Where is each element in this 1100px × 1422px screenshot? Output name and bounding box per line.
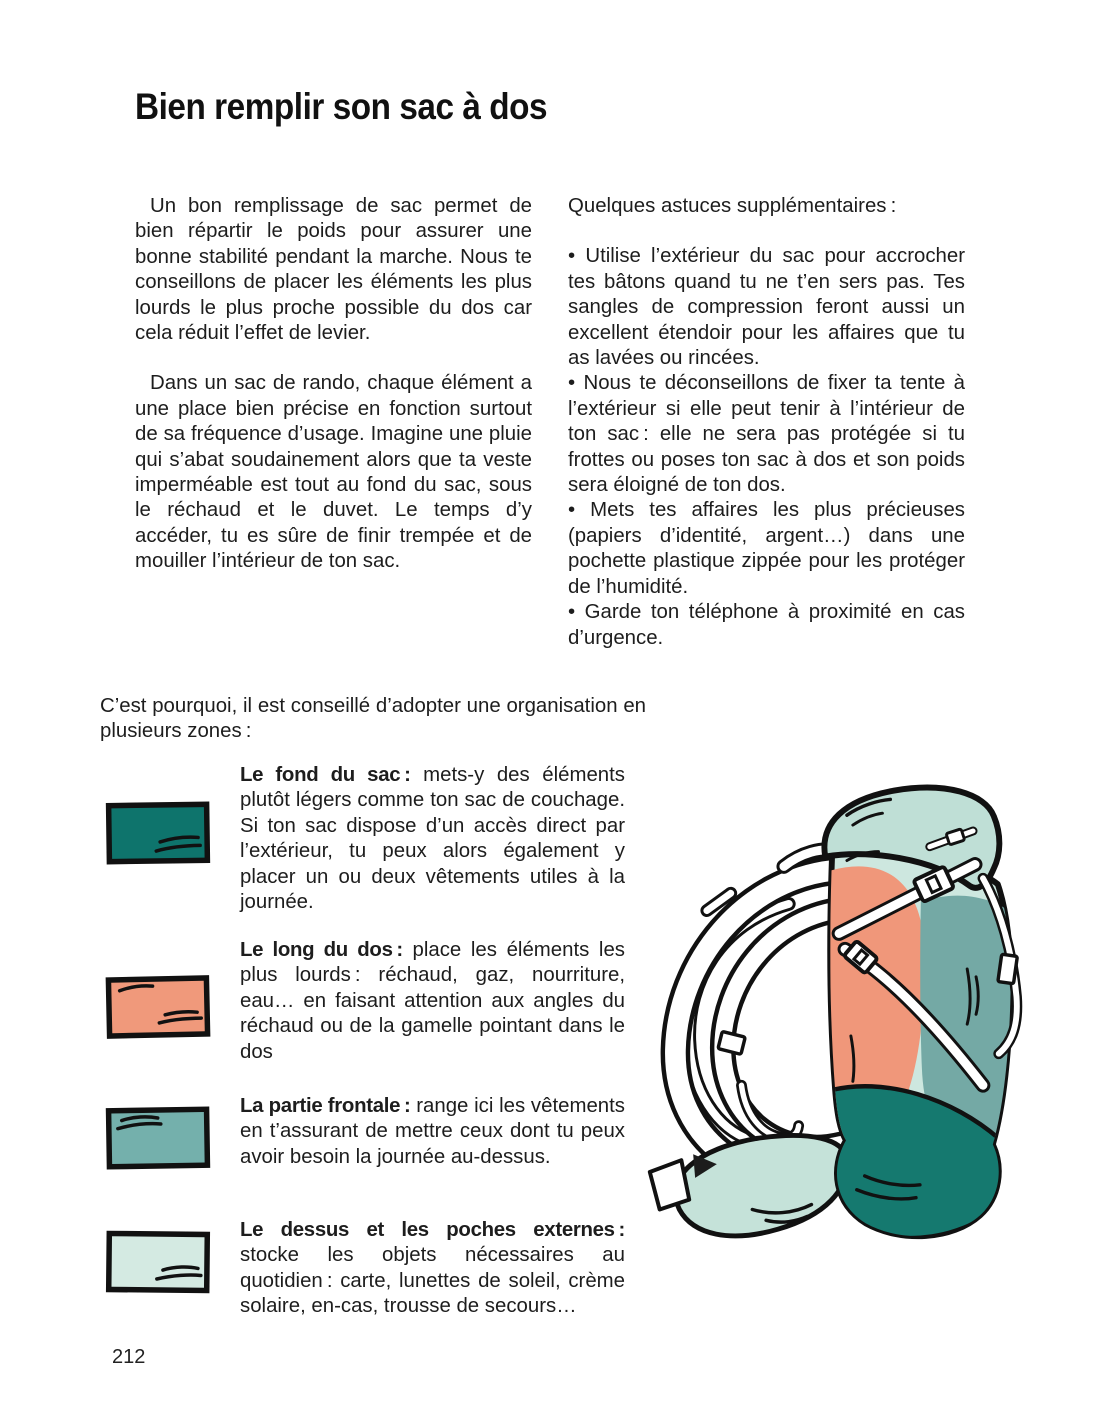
page-title: Bien remplir son sac à dos xyxy=(135,86,548,127)
zone-label: La partie frontale : xyxy=(240,1095,411,1117)
intro-left-column xyxy=(135,194,532,651)
swatch-fill xyxy=(108,978,207,1036)
tip-bullet-1: • Utilise l’extérieur du sac pour accrocher tes bâtons quand tu ne t’en sers pas. Tes sangles de compression feront aussi un excellent étendoir pour les affaires que tu as lavées ou rincées. xyxy=(568,245,965,370)
zone-description xyxy=(240,1218,625,1320)
tips-heading: Quelques astuces supplémentaires : xyxy=(568,195,897,217)
zone-description xyxy=(240,1094,625,1170)
zone-label: Le dessus et les poches externes : xyxy=(240,1219,625,1241)
zone-row-long-du-dos xyxy=(105,938,625,1065)
tip-bullet-2: • Nous te déconseillons de fixer ta tente à l’extérieur si elle peut tenir à l’intérieur de ton sac : elle ne sera pas protégée si tu frottes ou poses ton sac à dos et son poids sera éloigné de ton dos. xyxy=(568,372,965,497)
backpack-illustration xyxy=(636,752,1050,1318)
swatch-fill xyxy=(109,1233,208,1290)
hip-buckle-icon xyxy=(650,1160,689,1209)
intro-columns xyxy=(135,194,965,651)
zone-label: Le fond du sac : xyxy=(240,764,411,786)
zone-row-partie-frontale xyxy=(105,1094,625,1170)
color-swatch-mint xyxy=(105,1229,212,1294)
buckle-icon xyxy=(998,954,1017,984)
hip-belt-pouch-icon xyxy=(650,1136,847,1236)
zone-body-text: stocke les objets nécessaires au quotidien : carte, lunettes de soleil, crème solaire, en-cas, trousse de secours… xyxy=(240,1244,625,1318)
zone-description xyxy=(240,938,625,1065)
tip-bullet-4: • Garde ton téléphone à proximité en cas d’urgence. xyxy=(568,601,965,649)
color-swatch-teal xyxy=(105,1105,212,1171)
zone-row-fond-du-sac xyxy=(105,763,625,915)
zone-body-text: range ici les vêtements en t’assurant de mettre ceux dont tu peux avoir besoin la journée au-dessus. xyxy=(240,1095,625,1168)
zone-row-dessus-poches xyxy=(105,1218,625,1320)
color-swatch-dark-teal xyxy=(105,800,212,865)
strap-buckle-icon xyxy=(718,1031,745,1054)
zone-description xyxy=(240,763,625,915)
shoulder-straps-icon xyxy=(675,850,841,1179)
zone-label: Le long du dos : xyxy=(240,939,403,961)
page-number: 212 xyxy=(112,1346,146,1368)
zones-intro-paragraph: C’est pourquoi, il est conseillé d’adopter une organisation en plusieurs zones : xyxy=(100,695,646,743)
paragraph-2: Dans un sac de rando, chaque élément a une place bien précise en fonction surtout de sa fréquence d’usage. Imagine une pluie qui s’abat soudainement alors que ta veste imperméable est tout au fond du sac, sous le réchaud et le duvet. Le temps d’y accéder, tu es sûre de finir trempée et de mouiller l’intérieur de ton sac. xyxy=(135,372,532,573)
color-swatch-salmon xyxy=(104,974,211,1040)
intro-right-column xyxy=(568,194,965,651)
tip-bullet-3: • Mets tes affaires les plus précieuses (papiers d’identité, argent…) dans une pochette plastique zippée pour les protéger de l’humidité. xyxy=(568,499,965,598)
swatch-fill xyxy=(109,804,208,861)
zone-body-text: place les éléments les plus lourds : réchaud, gaz, nourriture, eau… en faisant attention aux angles du réchaud ou de la gamelle pointant dans le dos xyxy=(240,939,625,1063)
zone-body-text: mets-y des éléments plutôt légers comme ton sac de couchage. Si ton sac dispose d’un accès direct par l’extérieur, tu peux alors également y placer un ou deux vêtements utiles à la journée. xyxy=(240,764,625,914)
paragraph-1: Un bon remplissage de sac permet de bien répartir le poids pour assurer une bonne stabilité pendant la marche. Nous te conseillons de placer les éléments les plus lourds le plus proche possible du dos car cela réduit l’effet de levier. xyxy=(135,195,532,345)
